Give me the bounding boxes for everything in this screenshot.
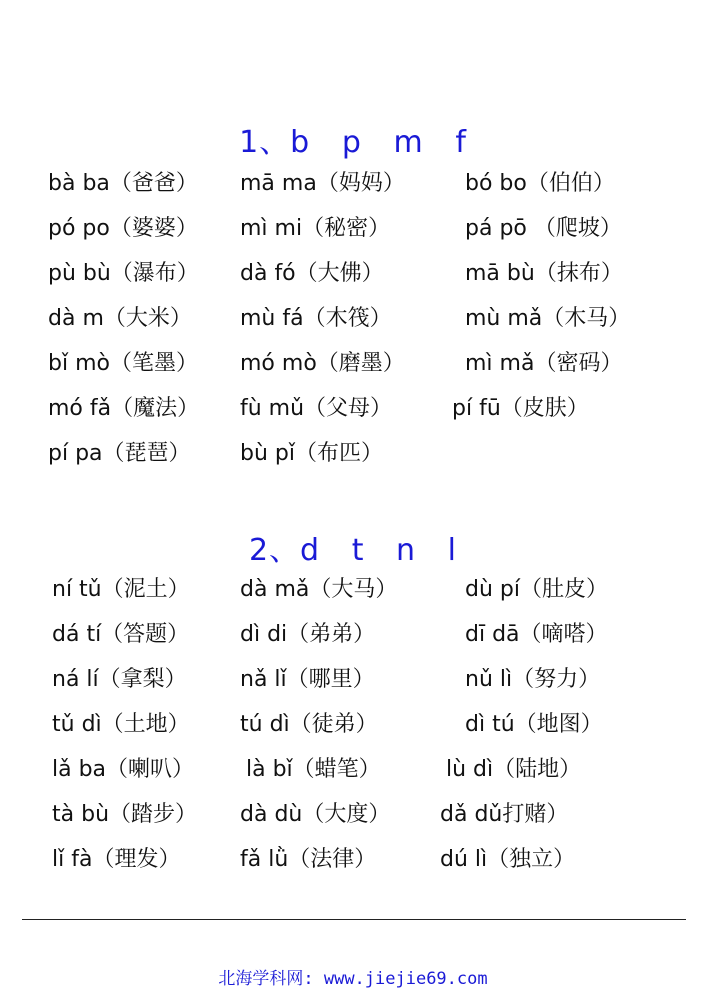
word-item: dì di（弟弟） (240, 622, 376, 647)
word-item: pù bù（瀑布） (48, 261, 199, 286)
word-item: mì mǎ（密码） (465, 351, 623, 376)
word-item: mó fǎ（魔法） (48, 396, 200, 421)
footer-website: 北海学科网: www.jiejie69.com (218, 969, 488, 989)
word-item: dú lì（独立） (440, 847, 576, 872)
word-item: mā ma（妈妈） (240, 171, 405, 196)
word-item: dǎ dǔ打赌） (440, 802, 569, 827)
word-item: là bǐ（蜡笔） (246, 757, 381, 782)
word-item: dà dù（大度） (240, 802, 391, 827)
word-item: tà bù（踏步） (52, 802, 198, 827)
word-item: fù mǔ（父母） (240, 396, 393, 421)
word-item: ná lí（拿梨） (52, 667, 187, 692)
word-item: tú dì（徒弟） (240, 712, 378, 737)
word-item: pí pa（琵琶） (48, 441, 191, 466)
word-item: nǔ lì（努力） (465, 667, 601, 692)
word-item: lù dì（陆地） (446, 757, 582, 782)
word-item: lǐ fà（理发） (52, 847, 181, 872)
section-2-title: 2、d t n l (248, 533, 458, 568)
word-item: mā bù（抹布） (465, 261, 623, 286)
word-item: mó mò（磨墨） (240, 351, 405, 376)
word-item: bǐ mò（笔墨） (48, 351, 198, 376)
section-1-title: 1、b p m f (239, 125, 467, 160)
word-item: bà ba（爸爸） (48, 171, 198, 196)
word-item: dá tí（答题） (52, 622, 190, 647)
word-item: dī dā（嘀嗒） (465, 622, 608, 647)
word-item: pí fū（皮肤） (452, 396, 589, 421)
word-item: lǎ ba（喇叭） (52, 757, 195, 782)
word-item: tǔ dì（土地） (52, 712, 190, 737)
word-item: ní tǔ（泥土） (52, 577, 190, 602)
word-item: dà mǎ（大马） (240, 577, 398, 602)
word-item: dì tú（地图） (465, 712, 603, 737)
word-item: dà m（大米） (48, 306, 192, 331)
word-item: fǎ lǜ（法律） (240, 847, 377, 872)
word-item: mù mǎ（木马） (465, 306, 631, 331)
footer-divider (22, 919, 686, 920)
word-item: pá pō （爬坡） (465, 216, 622, 241)
word-item: mù fá（木筏） (240, 306, 392, 331)
word-item: nǎ lǐ（哪里） (240, 667, 375, 692)
word-item: pó po（婆婆） (48, 216, 198, 241)
word-item: bó bo（伯伯） (465, 171, 615, 196)
word-item: mì mi（秘密） (240, 216, 391, 241)
word-item: dù pí（肚皮） (465, 577, 608, 602)
word-item: dà fó（大佛） (240, 261, 384, 286)
word-item: bù pǐ（布匹） (240, 441, 383, 466)
